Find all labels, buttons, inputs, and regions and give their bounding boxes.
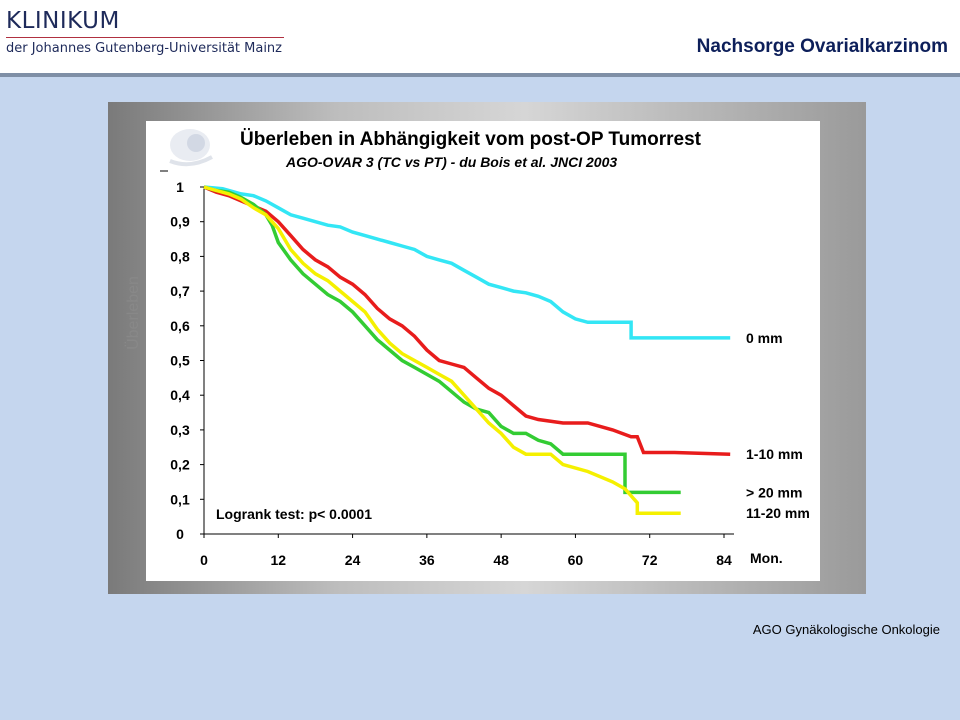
y-tick-label: 0,8 [170, 248, 190, 265]
header-bar [0, 0, 960, 73]
page-title: Nachsorge Ovarialkarzinom [696, 36, 948, 57]
series-line-0-mm [204, 187, 730, 338]
series-label-0-mm: 0 mm [746, 329, 783, 346]
x-axis-label: Mon. [750, 550, 783, 566]
series-line-1-10-mm [204, 187, 730, 454]
x-tick-label: 60 [567, 552, 584, 568]
y-tick-label: 0 [176, 526, 184, 542]
x-tick-label: 12 [270, 552, 287, 568]
x-tick-label: 84 [716, 552, 732, 568]
series-end-labels [746, 330, 810, 521]
footer-credit: AGO Gynäkologische Onkologie [752, 622, 940, 637]
x-tick-label: 24 [344, 552, 361, 568]
x-tick-label: 0 [200, 552, 208, 568]
x-tick-labels [200, 534, 732, 568]
series-label-11-20-mm: 11-20 mm [746, 505, 810, 522]
survival-chart [125, 121, 820, 581]
logrank-annotation: Logrank test: p< 0.0001 [216, 506, 373, 522]
y-tick-label: 0,3 [170, 421, 190, 438]
logo-divider [6, 37, 284, 38]
y-tick-label: 0,2 [170, 456, 190, 473]
y-axis-label: Überleben [125, 276, 142, 350]
series-label-20-mm: > 20 mm [746, 484, 803, 501]
series-label-1-10-mm: 1-10 mm [746, 446, 803, 463]
klinikum-logo [6, 8, 296, 68]
logo-subtitle: der Johannes Gutenberg-Universität Mainz [6, 41, 282, 56]
chart-subtitle: AGO-OVAR 3 (TC vs PT) - du Bois et al. JNCI 2003 [286, 154, 618, 170]
chart-title: Überleben in Abhängigkeit vom post-OP Tumorrest [240, 129, 701, 150]
y-tick-label: 1 [176, 179, 184, 195]
series-line-20-mm [204, 187, 681, 492]
x-tick-label: 48 [493, 552, 509, 568]
y-tick-label: 0,6 [170, 317, 190, 334]
x-tick-label: 72 [641, 552, 658, 568]
uni-logo-emblem [170, 129, 212, 164]
logo-title: KLINIKUM [6, 8, 120, 34]
y-tick-label: 0,5 [170, 352, 190, 369]
y-tick-label: 0,7 [170, 283, 190, 300]
survival-curves [204, 187, 730, 513]
y-tick-label: 0,9 [170, 213, 190, 230]
y-tick-labels [170, 179, 204, 542]
x-tick-label: 36 [419, 552, 435, 568]
y-tick-label: 0,1 [170, 491, 190, 508]
y-tick-label: 0,4 [170, 387, 190, 404]
header-divider [0, 73, 960, 77]
